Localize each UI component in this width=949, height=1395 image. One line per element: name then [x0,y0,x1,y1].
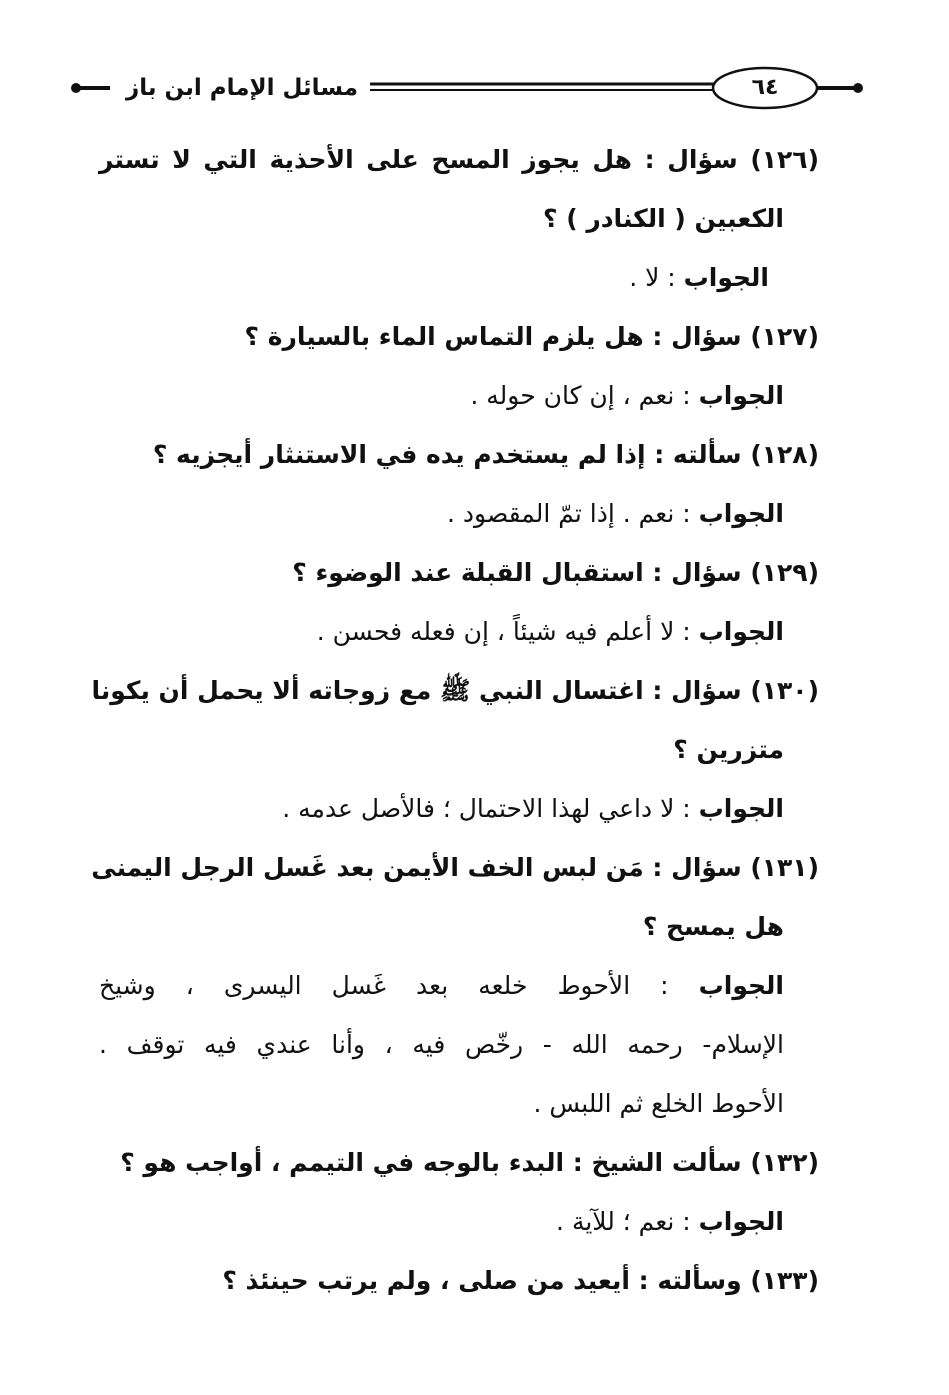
answer-line [99,1074,819,1133]
answer-line [99,484,819,543]
question-line [99,543,819,602]
line-text: (١٣٠) سؤال : اغتسال النبي ﷺ مع زوجاته ألا يحمل أن يكونا [91,676,819,705]
line-text: متزرين ؟ [673,735,784,764]
page-body [91,130,819,1310]
line-text: (١٢٦) سؤال : هل يجوز المسح على الأحذية التي لا تستر [99,145,819,174]
answer-line [99,1192,819,1251]
page-header [70,62,870,114]
answer-label: الجواب [698,971,784,1000]
line-text: (١٣٢) سألت الشيخ : البدء بالوجه في التيمم ، أواجب هو ؟ [120,1148,819,1177]
answer-line [99,1015,819,1074]
line-text: الأحوط الخلع ثم اللبس . [533,1089,784,1118]
line-text: هل يمسح ؟ [642,912,784,941]
line-text: (١٢٨) سألته : إذا لم يستخدم يده في الاستنثار أيجزيه ؟ [152,440,819,469]
answer-label: الجواب [698,1207,784,1236]
question-line [99,720,819,779]
line-text: : نعم ، إن كان حوله . [470,381,699,410]
line-text: الكعبين ( الكنادر ) ؟ [543,204,784,233]
answer-label: الجواب [683,263,769,292]
line-text: (١٢٧) سؤال : هل يلزم التماس الماء بالسيارة ؟ [244,322,819,351]
question-line [99,425,819,484]
question-line [99,130,819,189]
line-text: (١٣٣) وسألته : أيعيد من صلى ، ولم يرتب حينئذ ؟ [222,1266,819,1295]
answer-line [99,366,819,425]
answer-label: الجواب [698,381,784,410]
answer-label: الجواب [698,794,784,823]
answer-line [99,602,819,661]
question-line [99,1133,819,1192]
line-text: : نعم . إذا تمّ المقصود . [447,499,699,528]
book-title: مسائل الإمام ابن باز [126,75,358,101]
answer-label: الجواب [698,617,784,646]
line-text: : لا . [629,263,684,292]
line-text: : لا أعلم فيه شيئاً ، إن فعله فحسن . [316,617,699,646]
question-line [91,661,819,720]
question-line [99,307,819,366]
question-line [91,838,819,897]
line-text: : الأحوط خلعه بعد غَسل اليسرى ، وشيخ [99,971,699,1000]
answer-line [99,956,819,1015]
line-text: : نعم ؛ للآية . [556,1207,699,1236]
line-text: (١٣١) سؤال : مَن لبس الخف الأيمن بعد غَسل الرجل اليمنى [91,853,819,882]
answer-line [99,248,819,307]
line-text: الإسلام- رحمه الله - رخّص فيه ، وأنا عندي فيه توقف . [99,1030,784,1059]
question-line [99,1251,819,1310]
page-number: ٦٤ [751,75,779,100]
line-text: (١٢٩) سؤال : استقبال القبلة عند الوضوء ؟ [292,558,819,587]
question-line [99,189,819,248]
answer-line [99,779,819,838]
line-text: : لا داعي لهذا الاحتمال ؛ فالأصل عدمه . [282,794,699,823]
question-line [99,897,819,956]
answer-label: الجواب [698,499,784,528]
